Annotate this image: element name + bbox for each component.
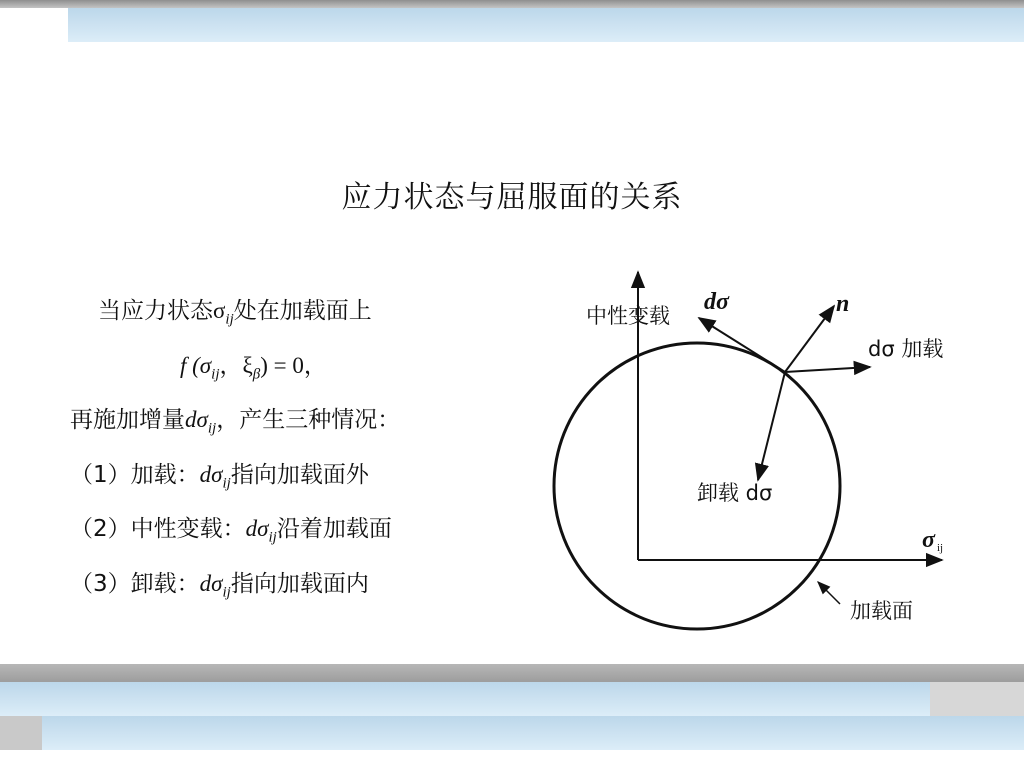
unload-arrow xyxy=(758,372,785,480)
yield-function-line: f ($\sigma_{ij}$，$\xi_\beta) = 0$， xyxy=(180,353,327,383)
text-line-3: 再施加增量$d\sigma_{ij}$，产生三种情况： xyxy=(70,407,401,437)
case-2-line: （2）中性变载：$d\sigma_{ij}$沿着加载面 xyxy=(70,516,392,546)
normal-arrow xyxy=(785,306,834,372)
case-3-line: （3）卸载：$d\sigma_{ij}$指向加载面内 xyxy=(70,571,369,601)
text-line-1: 当应力状态$\sigma_{ij}$处在加载面上 xyxy=(98,298,372,328)
neutral-label: 中性变载 xyxy=(586,304,670,328)
load-label: dσ 加载 xyxy=(868,337,944,361)
sigma-axis-sub: ij xyxy=(937,542,944,554)
case-1-line: （1）加载：$d\sigma_{ij}$指向加载面外 xyxy=(70,462,369,492)
load-arrow xyxy=(785,367,870,372)
surface-label: 加载面 xyxy=(850,599,913,623)
dsigma-label: dσ xyxy=(704,289,729,315)
surface-pointer-line xyxy=(818,582,840,604)
page-title: 应力状态与屈服面的关系 xyxy=(341,180,683,215)
unload-label: 卸载 dσ xyxy=(697,481,773,505)
normal-label: n xyxy=(836,291,850,317)
sigma-axis-label: σ xyxy=(922,527,935,553)
